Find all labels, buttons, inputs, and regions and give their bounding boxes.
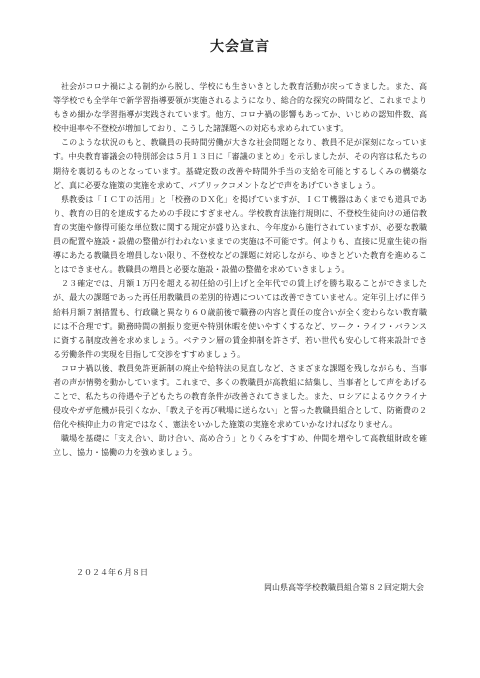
paragraph-5: コロナ禍以後、教員免許更新制の廃止や給特法の見直しなど、さまざまな課題を残しながらも、当事者の声が情勢を動かしています。これまで、多くの教職員が高教組に結集し、当事者として声をあげることで、私たちの待遇や子どもたちの教育条件が改善されてきました。また、ロシアによるウクライナ侵攻やガザ危機が長引くなか、「教え子を再び戦場に送らない」と誓った教職員組合として、防衛費の２倍化や核抑止力の肯定ではなく、憲法をいかした施策の実施を求めていかなければなりません。: [53, 363, 427, 430]
paragraph-4: ２３確定では、月額１万円を超える初任給の引上げと全年代での賃上げを勝ち取ることができましたが、最大の課題であった再任用教職員の差別的待遇については改善できていません。定年引上げに伴う給料月額７割措置も、行政職と異なり６０歳前後で職務の内容と責任の度合いが全く変わらない教育職には不合理です。勤務時間の割振り変更や特別休暇を使いやすくするなど、ワーク・ライフ・バランスに資する制度改善を求めましょう。ベテラン層の賃金抑制を許さず、若い世代も安心して将来設計できる労働条件の実現を目指して交渉をすすめましょう。: [53, 279, 427, 359]
paragraph-6: 職場を基礎に「支え合い、助け合い、高め合う」とりくみをすすめ、仲間を増やして高教組財政を確立し、協力・協働の力を強めましょう。: [53, 434, 427, 458]
paragraph-2: このような状況のもと、教職員の長時間労働が大きな社会問題となり、教員不足が深刻になっています。中央教育審議会の特別部会は５月１３日に「審議のまとめ」を示しましたが、その内容は私たちの期待を裏切るものとなっています。基礎定数の改善や時間外手当の支給を可能とするしくみの構築など、真に必要な施策の実施を求めて、パブリックコメントなどで声をあげていきましょう。: [53, 138, 427, 190]
paragraph-1: 社会がコロナ禍による制約から脱し、学校にも生きいきとした教育活動が戻ってきました。また、高等学校でも全学年で新学習指導要領が実施されるようになり、総合的な探究の時間など、これまでよりもきめ細かな学習指導が実践されています。他方、コロナ禍の影響もあってか、いじめの認知件数、高校中退率や不登校が増加しており、こうした諸課題への対応も求められています。: [53, 82, 427, 134]
paragraph-3: 県教委は「ＩＣＴの活用」と「校務のＤＸ化」を掲げていますが、ＩＣＴ機器はあくまでも道具であり、教育の目的を達成するための手段にすぎません。学校教育法施行規則に、不登校生徒向けの通信教育の実施や修得可能な単位数に関する規定が盛り込まれ、今年度から施行されていますが、必要な教職員の配置や施設・設備の整備が行われないままでの実施は不可能です。何よりも、直接に児童生徒の指導にあたる教職員を増員しない限り、不登校などの課題に対応しながら、ゆきとどいた教育を進めることはできません。教職員の増員と必要な施設・設備の整備を求めていきましょう。: [53, 194, 427, 275]
document-title: 大会宣言: [210, 39, 270, 55]
declaration-date: ２０２４年６月８日: [76, 568, 148, 577]
signature-line: 岡山県高等学校教職員組合第８２回定期大会: [264, 583, 424, 592]
